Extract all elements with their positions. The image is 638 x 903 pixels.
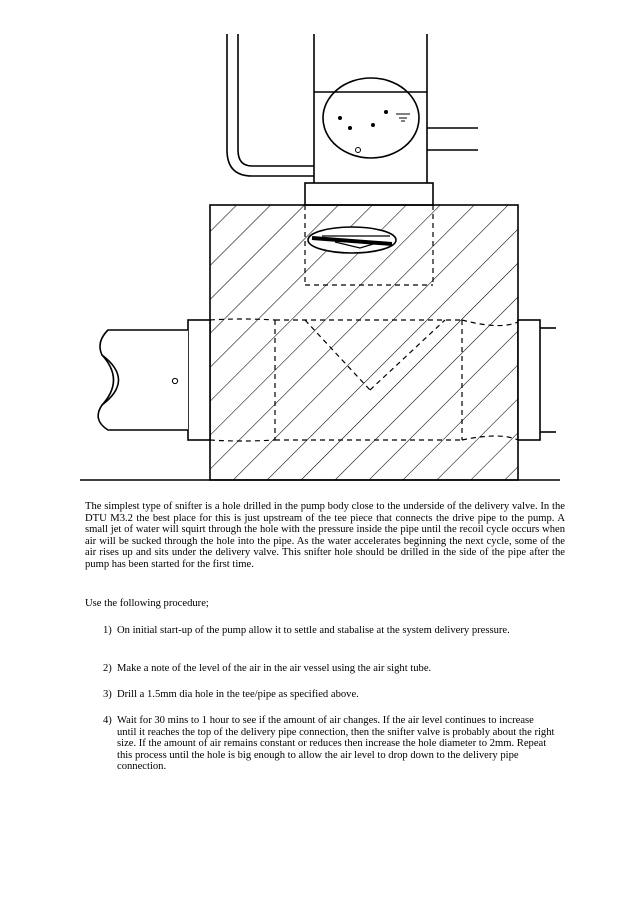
procedure-intro: Use the following procedure; — [85, 598, 209, 609]
step-text: Drill a 1.5mm dia hole in the tee/pipe as specified above. — [117, 689, 359, 700]
delivery-pipe — [427, 128, 478, 150]
step-text: Make a note of the level of the air in the air vessel using the air sight tube. — [117, 663, 432, 674]
intro-paragraph: The simplest type of snifter is a hole drilled in the pump body close to the underside of the delivery valve. In the DTU M3.2 the best place for this is just upstream of the tee piece that connects the drive pipe to the pump. A small jet of water will squirt through the hole with the pressure inside the pipe until the recoil cycle occurs when air will be sucked through the hole into the pipe. As the water accelerates beginning the next cycle, some of the air rises up and sits under the delivery valve. This snifter hole should be drilled in the side of the pipe after the pump has been started for the first time. — [85, 501, 565, 570]
procedure-step — [103, 625, 555, 637]
air-bubbles — [339, 111, 411, 153]
step-number: 1) — [103, 625, 112, 636]
valve-body-collar — [305, 183, 433, 205]
pump-body — [210, 205, 518, 480]
step-number: 3) — [103, 689, 112, 700]
step-text: Wait for 30 mins to 1 hour to see if the amount of air changes. If the air level continues to increase until it reaches the top of the delivery pipe connection, then the snifter valve is probably about the right size. If the amount of air remains constant or reduces then increase the hole diameter to 2mm. Repeat this process until the hole is big enough to allow the air level to drop down to the delivery pipe connection. — [117, 715, 555, 773]
procedure-step — [103, 689, 555, 701]
air-vessel — [227, 34, 427, 183]
step-number: 2) — [103, 663, 112, 674]
step-number: 4) — [103, 715, 112, 726]
procedure-step — [103, 663, 555, 675]
procedure-step — [103, 715, 555, 773]
outlet-pipe — [518, 320, 556, 440]
step-text: On initial start-up of the pump allow it to settle and stabalise at the system delivery pressure. — [117, 625, 510, 636]
drive-pipe — [98, 320, 210, 440]
air-sight-tube — [227, 150, 314, 176]
